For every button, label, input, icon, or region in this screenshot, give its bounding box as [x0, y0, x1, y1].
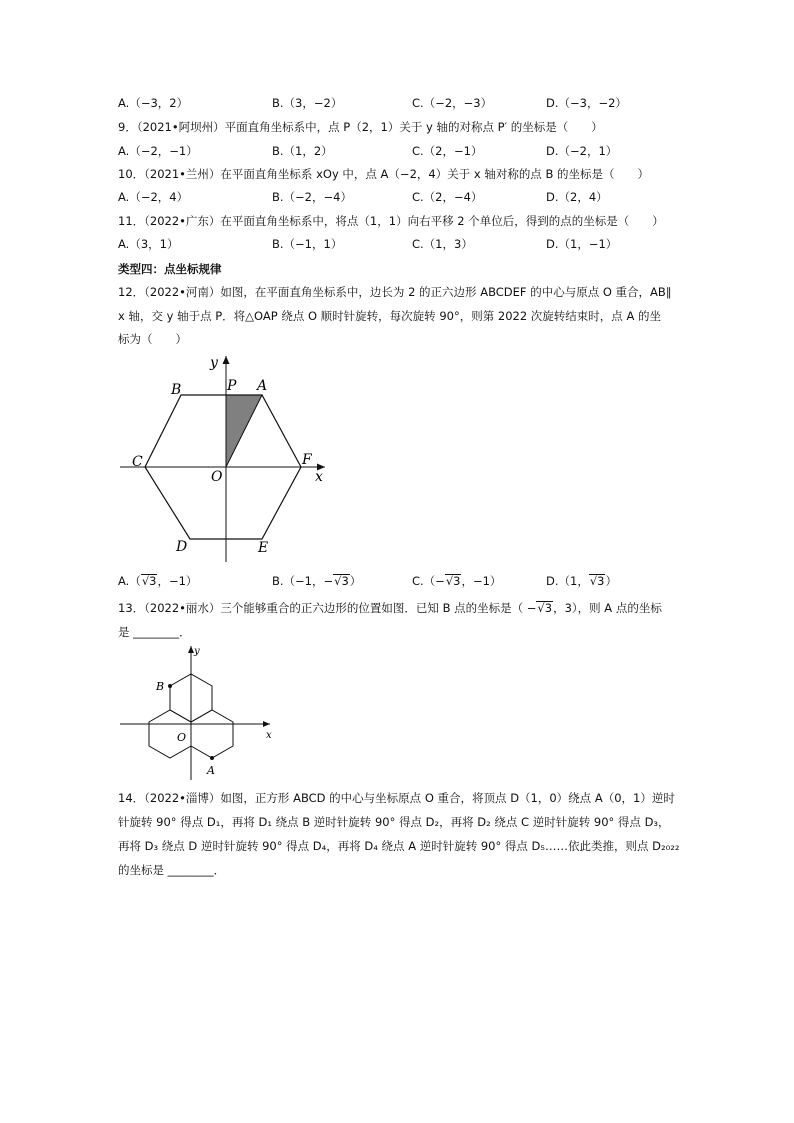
- q12-option-d[interactable]: [546, 573, 617, 589]
- q13-hexagons-figure: [118, 642, 278, 780]
- q12-option-c-radicand: 3: [453, 574, 461, 588]
- q12-option-d-radical: √3: [589, 574, 605, 588]
- q12-label-x: x: [315, 469, 323, 485]
- q11-stem: 11．（2022•广东）在平面直角坐标系中，将点（1，1）向右平移 2 个单位后，得到的点的坐标是（ ）: [118, 214, 664, 228]
- q13-stem-radicand: 3: [544, 601, 553, 615]
- q12-option-b-post: ）: [349, 574, 362, 588]
- q12-label-o: O: [211, 469, 223, 485]
- q12-option-a-pre: A.（: [118, 574, 141, 588]
- q13-stem-pre: 13．（2022•丽水）三个能够重合的正六边形的位置如图．已知 B 点的坐标是（ −: [118, 601, 537, 615]
- q12-stem-line3: 标为（ ）: [118, 332, 187, 346]
- q9-stem: 9．（2021•阿坝州）平面直角坐标系中，点 P（2，1）关于 y 轴的对称点 P′ 的坐标是（ ）: [118, 120, 603, 134]
- q11-option-a[interactable]: A.（3，1）: [118, 237, 179, 251]
- q12-hexagon-figure: [110, 350, 340, 565]
- q12-option-a-radicand: 3: [149, 574, 157, 588]
- q8-options: [118, 95, 678, 111]
- q12-option-b-pre: B.（−1，−: [272, 574, 334, 588]
- q10-option-a[interactable]: A.（−2，4）: [118, 190, 189, 204]
- section-title: 类型四：点坐标规律: [118, 262, 222, 276]
- q13-label-y: y: [194, 646, 200, 657]
- q10-option-b[interactable]: B.（−2，−4）: [272, 190, 352, 204]
- q12-label-b: B: [171, 382, 182, 398]
- q13-x-axis-arrow: [263, 721, 270, 727]
- q12-option-c[interactable]: [412, 573, 501, 589]
- q12-stem-line2: x 轴，交 y 轴于点 P．将△OAP 绕点 O 顺时针旋转，每次旋转 90°，则第 2022 次旋转结束时，点 A 的坐: [118, 309, 661, 323]
- q12-option-d-pre: D.（1，: [546, 574, 589, 588]
- q13-point-b: [168, 684, 172, 688]
- q12-label-p: P: [227, 378, 237, 394]
- q9-option-a[interactable]: A.（−2，−1）: [118, 144, 198, 158]
- q11-option-b[interactable]: B.（−1，1）: [272, 237, 343, 251]
- q12-option-b-radicand: 3: [341, 574, 349, 588]
- q13-label-b: B: [156, 680, 165, 693]
- q12-triangle-oap: [226, 395, 262, 467]
- q12-label-f: F: [302, 452, 312, 468]
- q12-option-b[interactable]: [272, 573, 361, 589]
- q8-option-c[interactable]: C.（−2，−3）: [412, 96, 493, 110]
- q12-label-y: y: [210, 355, 218, 371]
- q12-y-axis-arrow: [223, 356, 230, 364]
- q12-label-d: D: [176, 539, 188, 555]
- q9-option-b[interactable]: B.（1，2）: [272, 144, 333, 158]
- q13-label-o: O: [177, 731, 187, 744]
- q12-option-c-post: ，−1）: [461, 574, 502, 588]
- q12-option-d-radicand: 3: [597, 574, 605, 588]
- q13-stem-line1: [118, 600, 662, 616]
- q10-stem: 10．（2021•兰州）在平面直角坐标系 xOy 中，点 A（−2，4）关于 x 轴对称的点 B 的坐标是（ ）: [118, 167, 650, 181]
- q13-label-x: x: [266, 730, 272, 741]
- q13-point-a: [210, 756, 214, 760]
- q9-option-d[interactable]: D.（−2，1）: [546, 144, 618, 158]
- q14-stem-line1: 14．（2022•淄博）如图，正方形 ABCD 的中心与坐标原点 O 重合，将顶点 D（1，0）绕点 A（0，1）逆时: [118, 791, 675, 805]
- q13-label-a: A: [207, 764, 215, 777]
- q9-option-c[interactable]: C.（2，−1）: [412, 144, 483, 158]
- q12-options: [118, 573, 678, 589]
- q11-option-c[interactable]: C.（1，3）: [412, 237, 473, 251]
- q12-label-a: A: [257, 378, 268, 394]
- q13-hexagon-right: [191, 710, 233, 758]
- q11-options: [118, 236, 678, 252]
- q12-option-b-radical: √3: [334, 574, 349, 588]
- q11-option-d[interactable]: D.（1，−1）: [546, 237, 618, 251]
- q12-label-c: C: [132, 454, 143, 470]
- q13-stem-radical: √3: [537, 601, 553, 615]
- q12-option-a[interactable]: [118, 573, 197, 589]
- q14-stem-line2: 针旋转 90° 得点 D₁，再将 D₁ 绕点 B 逆时针旋转 90° 得点 D₂，再将 D₂ 绕点 C 逆时针旋转 90° 得点 D₃，: [118, 815, 670, 829]
- q9-options: [118, 143, 678, 159]
- q8-option-b[interactable]: B.（3，−2）: [272, 96, 343, 110]
- q13-stem-line2: 是 ________．: [118, 625, 191, 639]
- q12-option-a-radical: √3: [141, 574, 157, 588]
- q12-label-e: E: [258, 540, 269, 556]
- q12-stem-line1: 12．（2022•河南）如图，在平面直角坐标系中，边长为 2 的正六边形 ABCDEF 的中心与原点 O 重合，AB∥: [118, 285, 672, 299]
- q10-option-d[interactable]: D.（2，4）: [546, 190, 608, 204]
- q12-option-a-post: ，−1）: [157, 574, 198, 588]
- q8-option-d[interactable]: D.（−3，−2）: [546, 96, 627, 110]
- q10-options: [118, 189, 678, 205]
- q13-stem-post: ，3），则 A 点的坐标: [553, 601, 662, 615]
- q12-option-d-post: ）: [605, 574, 617, 588]
- q14-stem-line3: 再将 D₃ 绕点 D 逆时针旋转 90° 得点 D₄，再将 D₄ 绕点 A 逆时针旋转 90° 得点 D₅……依此类推，则点 D₂₀₂₂: [118, 839, 680, 853]
- q14-stem-line4: 的坐标是 ________．: [118, 863, 226, 877]
- q10-option-c[interactable]: C.（2，−4）: [412, 190, 483, 204]
- q12-option-c-pre: C.（−: [412, 574, 445, 588]
- q12-option-c-radical: √3: [445, 574, 461, 588]
- q8-option-a[interactable]: A.（−3，2）: [118, 96, 189, 110]
